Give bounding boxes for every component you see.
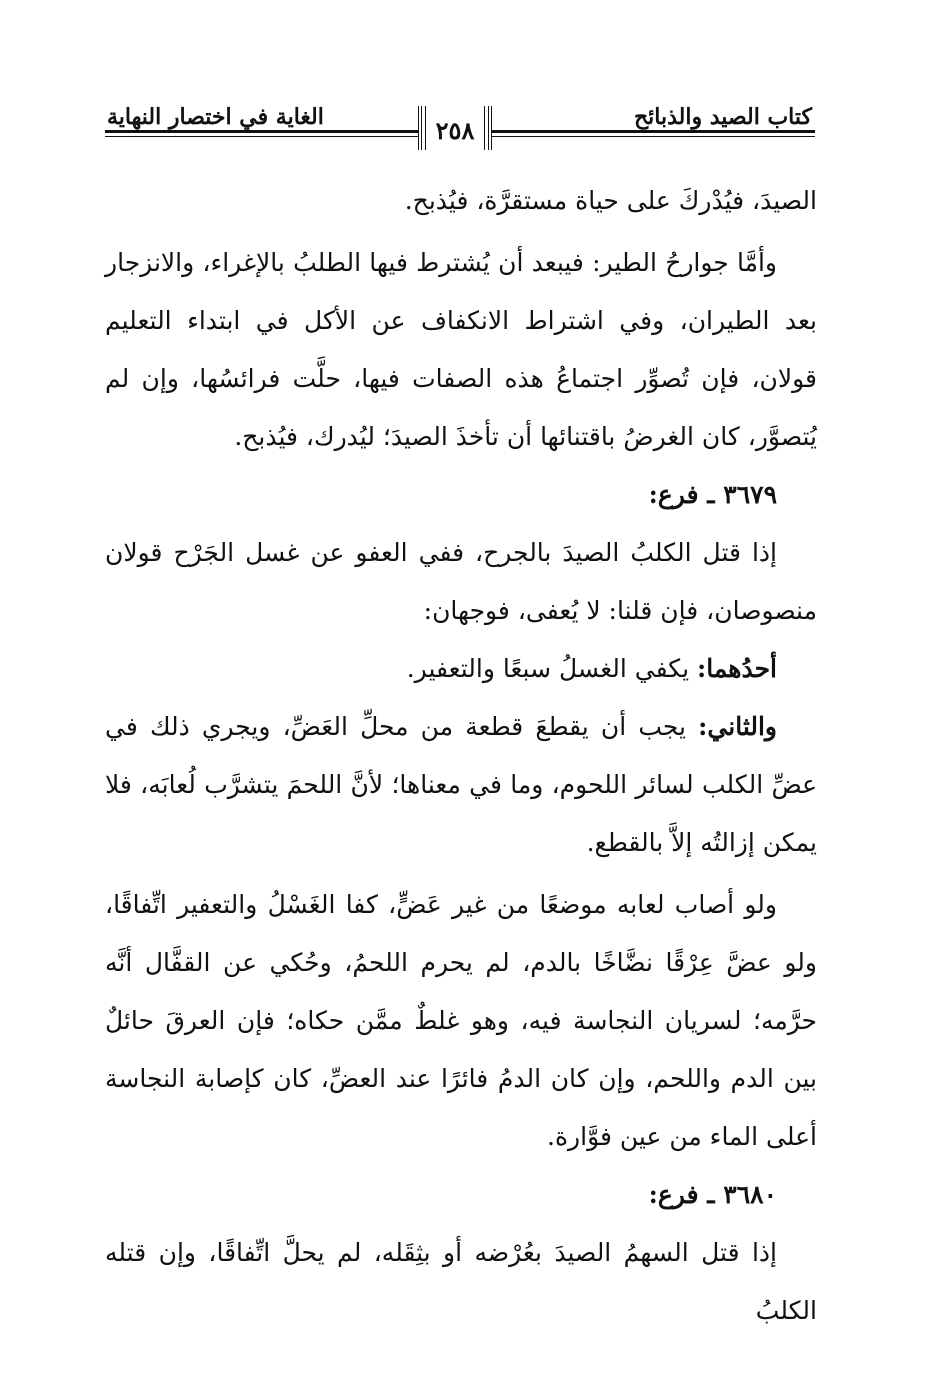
- paragraph-1: الصيدَ، فيُدْركَ على حياة مستقرَّة، فيُذبح.: [404, 186, 817, 215]
- page-number: ٢٥٨: [435, 116, 475, 145]
- first-option-text: يكفي الغسلُ سبعًا والتعفير.: [406, 654, 690, 683]
- second-option-text: يجب أن يقطعَ قطعة من محلِّ العَضِّ، ويجري ذلك في عضِّ الكلب لسائر اللحوم، وما في معناها؛ لأنَّ اللحمَ يتشرَّب لُعابَه، فلا يمكن إزالتُه إلاَّ بالقطع.: [105, 712, 817, 857]
- page-number-frame: [418, 106, 492, 150]
- section-heading-3680: ٣٦٨٠ ـ فرع:: [648, 1180, 777, 1209]
- section-heading-3679: ٣٦٧٩ ـ فرع:: [648, 480, 777, 509]
- page-body: [105, 172, 817, 1340]
- paragraph-7: إذا قتل السهمُ الصيدَ بعُرْضه أو بثِقَله، لم يحلَّ اتِّفاقًا، وإن قتله الكلبُ: [105, 1238, 817, 1325]
- paragraph-5: [105, 698, 817, 872]
- first-option-label: أحدُهما:: [696, 654, 777, 683]
- chapter-title: كتاب الصيد والذبائح: [633, 104, 812, 130]
- paragraph-6: ولو أصاب لعابه موضعًا من غير عَضٍّ، كفا الغَسْلُ والتعفير اتِّفاقًا، ولو عضَّ عِرْقًا نضَّاخًا بالدم، لم يحرم اللحمُ، وحُكي عن القفَّال أنَّه حرَّمه؛ لسريان النجاسة فيه، وهو غلطٌ ممَّن حكاه؛ فإن العرقَ حائلٌ بين الدم واللحم، وإن كان الدمُ فائرًا عند العضِّ، كان كإصابة النجاسة أعلى الماء من عين فوَّارة.: [105, 890, 817, 1151]
- paragraph-2: وأمَّا جوارحُ الطير: فيبعد أن يُشترط فيها الطلبُ بالإغراء، والانزجار بعد الطيران، وفي اشتراط الانكفاف عن الأكل في ابتداء التعليم قولان، فإن تُصوِّر اجتماعُ هذه الصفات فيها، حلَّت فرائسُها، وإن لم يُتصوَّر، كان الغرضُ باقتنائها أن تأخذَ الصيدَ؛ ليُدرك، فيُذبح.: [105, 248, 817, 451]
- paragraph-3: إذا قتل الكلبُ الصيدَ بالجرح، ففي العفو عن غسل الجَرْح قولان منصوصان، فإن قلنا: لا يُعفى، فوجهان:: [105, 538, 817, 625]
- paragraph-4: [105, 640, 817, 698]
- book-title: الغاية في اختصار النهاية: [107, 104, 324, 130]
- second-option-label: والثاني:: [698, 712, 777, 741]
